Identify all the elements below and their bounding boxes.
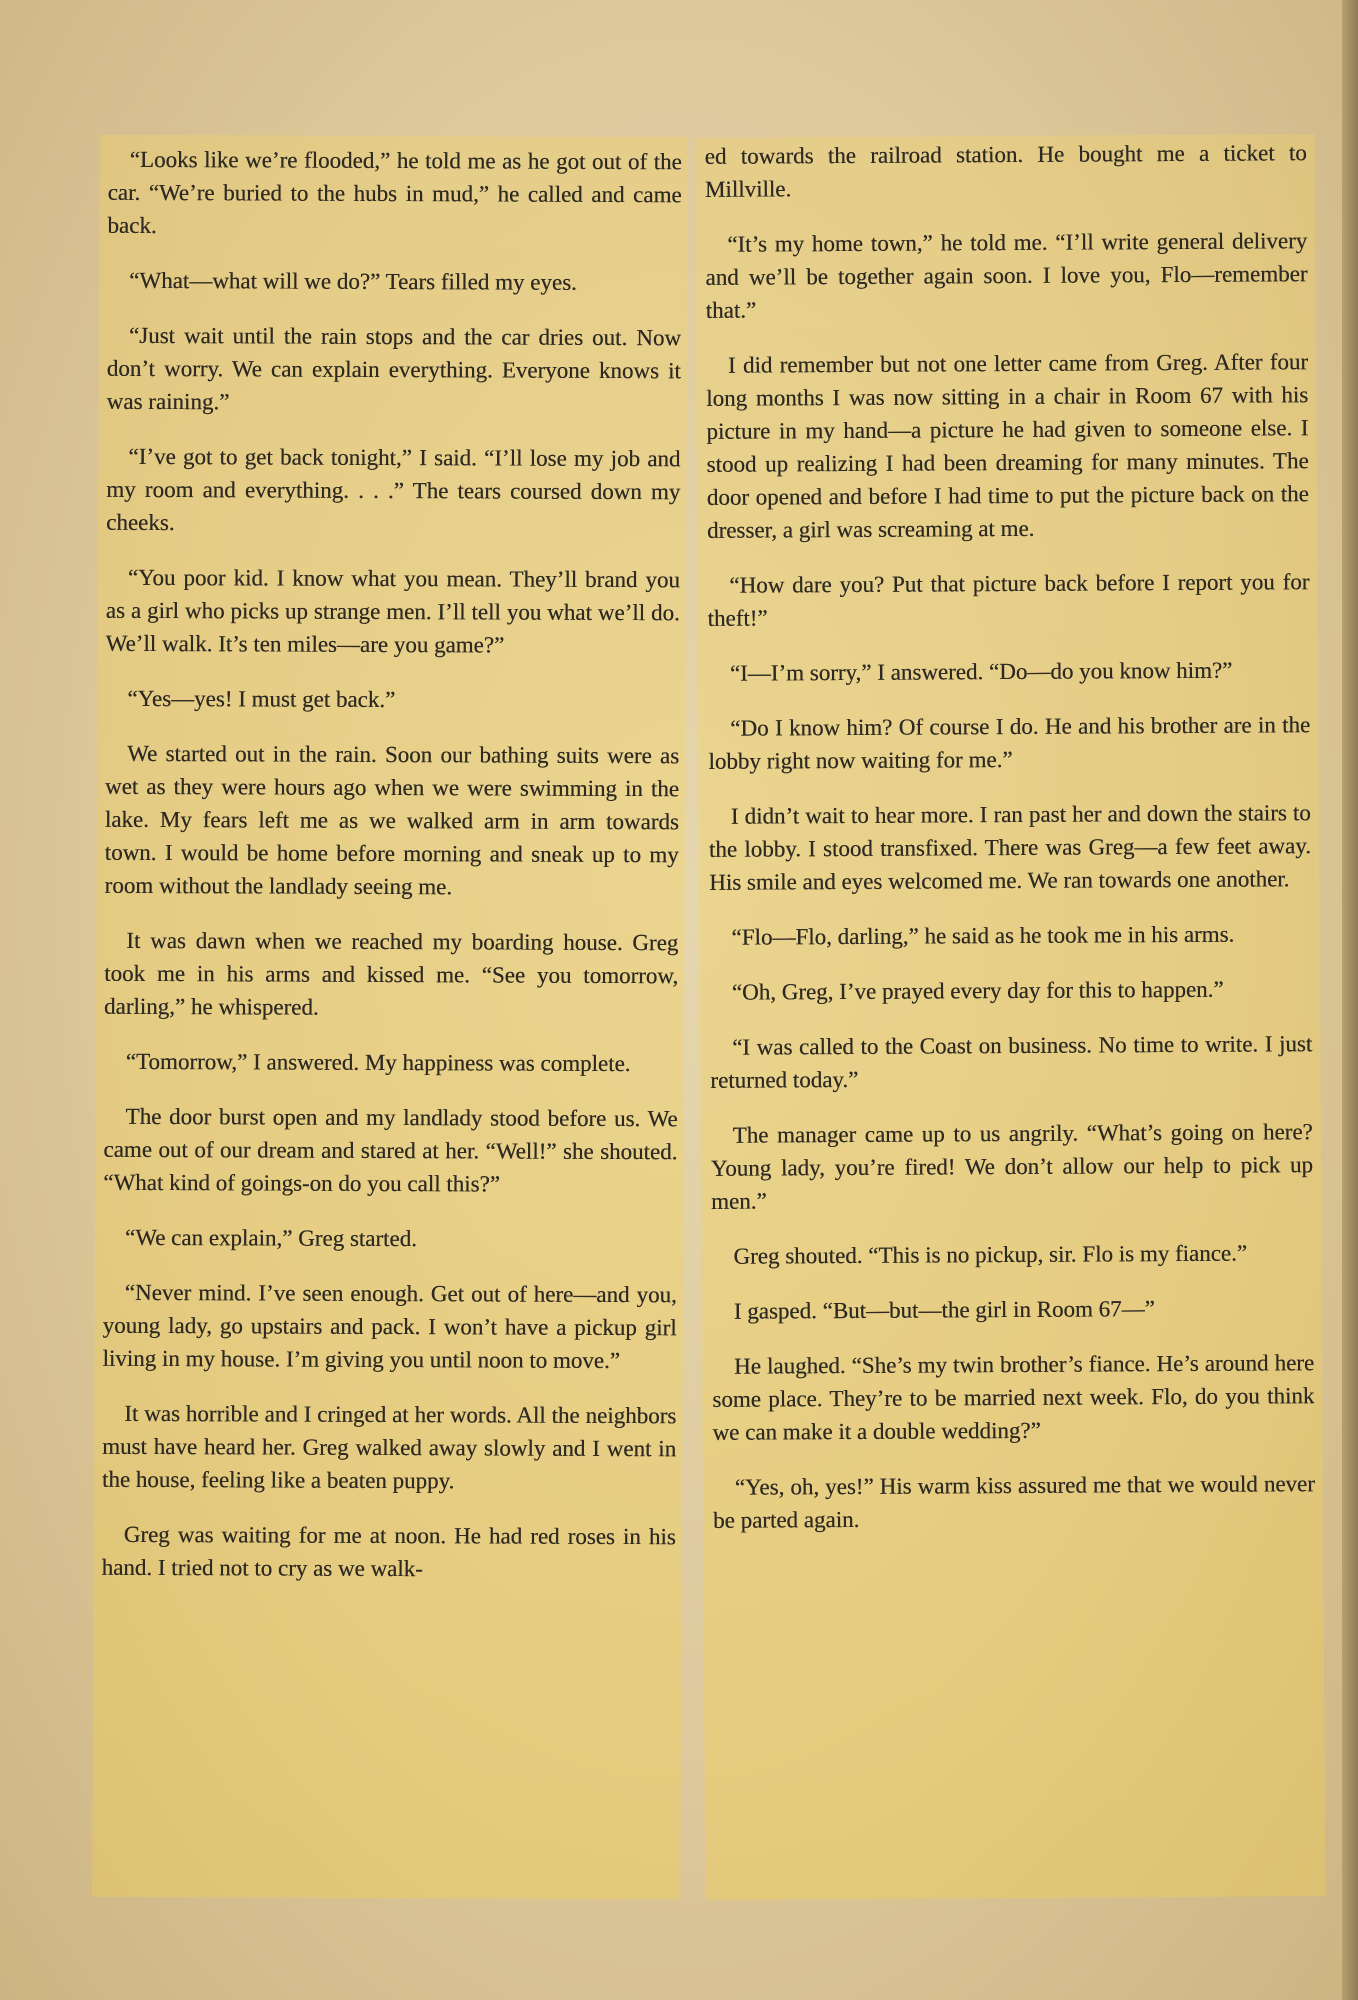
page-edge xyxy=(1342,0,1358,2000)
paragraph: “Yes, oh, yes!” His warm kiss assured me that we would never be parted again. xyxy=(712,1471,1315,1533)
paragraph: The door burst open and my landlady stood before us. We came out of our dream and stared at her. “Well!” she shouted. “What kind of goings-on do you call this?” xyxy=(103,1103,678,1197)
paragraph: “I was called to the Coast on business. No time to write. I just returned today.” xyxy=(710,1031,1313,1093)
paragraph: “Looks like we’re flooded,” he told me as he got out of the car. “We’re buried to the hubs in mud,” he called and came back. xyxy=(107,146,682,238)
paragraph: “How dare you? Put that picture back before I report you for theft!” xyxy=(707,569,1310,631)
paragraph: I gasped. “But—but—the girl in Room 67—” xyxy=(733,1296,1155,1324)
paragraph: “I—I’m sorry,” I answered. “Do—do you know him?” xyxy=(729,657,1233,686)
paragraph-continuation: ed towards the railroad station. He bought me a ticket to Millville. xyxy=(704,140,1307,202)
paragraph: “We can explain,” Greg started. xyxy=(124,1224,417,1252)
right-text-column xyxy=(695,134,1326,1900)
paragraph: We started out in the rain. Soon our bathing suits were as wet as they were hours ago when we were swimming in the lake. My fears left me as we walked arm in arm towards town. I would be home before morning and sneak up to my room without the landlady seeing me. xyxy=(104,740,680,900)
left-text-column xyxy=(92,135,688,1900)
paragraph: Greg was waiting for me at noon. He had red roses in his hand. I tried not to cry as we walk- xyxy=(101,1521,676,1582)
paragraph: It was dawn when we reached my boarding house. Greg took me in his arms and kissed me. “See you tomorrow, darling,” he whispered. xyxy=(103,927,679,1020)
paragraph: “I’ve got to get back tonight,” I said. “I’ll lose my job and my room and everything. . . .” The tears coursed down my cheeks. xyxy=(106,443,681,536)
paragraph: “What—what will we do?” Tears filled my eyes. xyxy=(129,267,577,295)
paragraph: “Yes—yes! I must get back.” xyxy=(127,685,396,713)
paragraph: “Do I know him? Of course I do. He and his brother are in the lobby right now waiting for me.” xyxy=(708,712,1311,774)
paragraph: “Tomorrow,” I answered. My happiness was complete. xyxy=(125,1048,631,1077)
paragraph: I did remember but not one letter came from Greg. After four long months I was now sitting in a chair in Room 67 with his picture in my hand—a picture he had given to someone else. I stood up realizing I had been dreaming for many minutes. The door opened and before I had time to put the picture back on the dresser, a girl was screaming at me. xyxy=(706,349,1309,543)
paragraph: “Never mind. I’ve seen enough. Get out of here—and you, young lady, go upstairs and pack. I won’t have a pickup girl living in my house. I’m giving you until noon to move.” xyxy=(102,1279,677,1374)
paragraph: “It’s my home town,” he told me. “I’ll write general delivery and we’ll be together again soon. I love you, Flo—remember that.” xyxy=(705,228,1308,323)
paragraph: It was horrible and I cringed at her words. All the neighbors must have heard her. Greg walked away slowly and I went in the house, feeling like a beaten puppy. xyxy=(101,1400,677,1494)
paragraph: “Oh, Greg, I’ve prayed every day for this to happen.” xyxy=(731,976,1224,1005)
paragraph: I didn’t wait to hear more. I ran past her and down the stairs to the lobby. I stood transfixed. There was Greg—a few feet away. His smile and eyes welcomed me. We ran towards one another. xyxy=(708,800,1312,895)
paragraph: “Just wait until the rain stops and the car dries out. Now don’t worry. We can explain everything. Everyone knows it was raining.” xyxy=(106,322,682,415)
paragraph: “Flo—Flo, darling,” he said as he took me in his arms. xyxy=(731,921,1235,950)
paragraph: Greg shouted. “This is no pickup, sir. Flo is my fiance.” xyxy=(733,1240,1248,1269)
paragraph: “You poor kid. I know what you mean. They’ll brand you as a girl who picks up strange men. I’ll tell you what we’ll do. We’ll walk. It’s ten miles—are you game?” xyxy=(105,564,680,658)
paragraph: He laughed. “She’s my twin brother’s fiance. He’s around here some place. They’re to be married next week. Flo, do you think we can make it a double wedding?” xyxy=(712,1350,1315,1445)
paragraph: The manager came up to us angrily. “What’s going on here? Young lady, you’re fired! We don’t allow our help to pick up men.” xyxy=(710,1119,1313,1214)
